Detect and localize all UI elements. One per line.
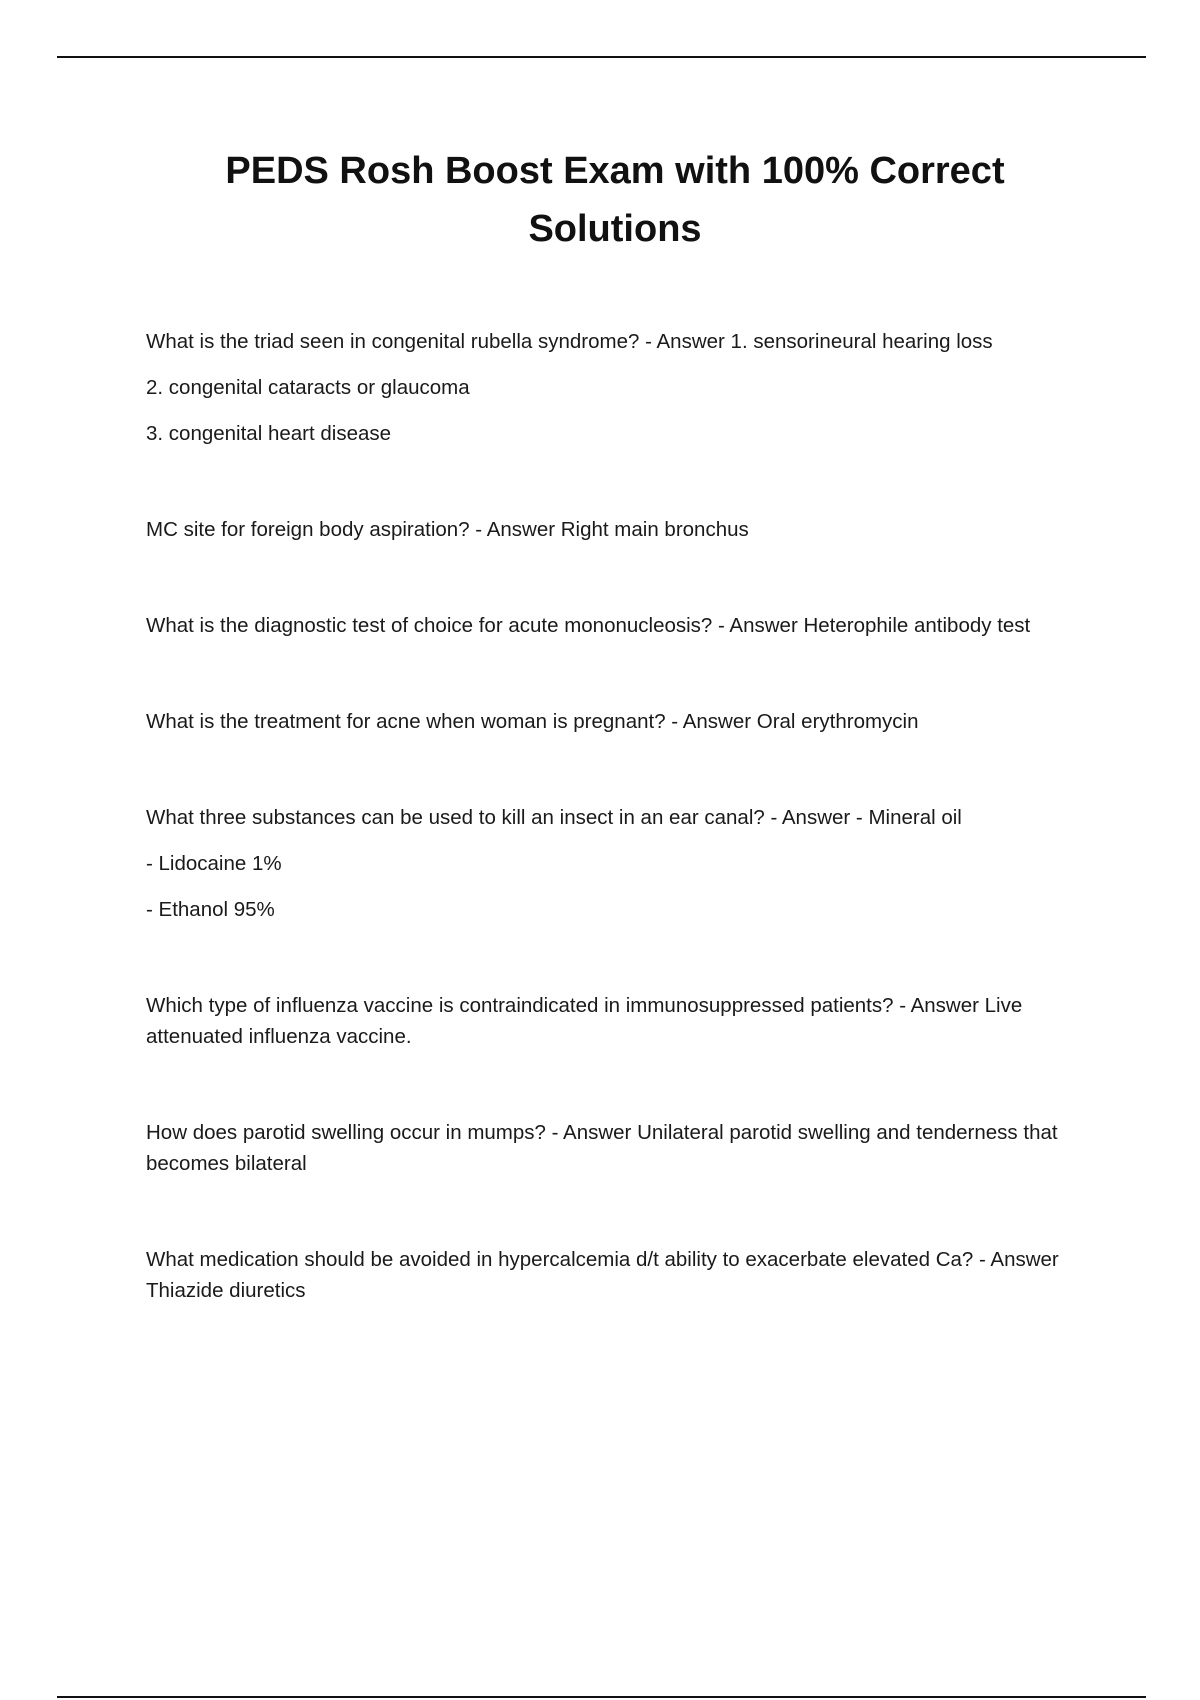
qa-line: How does parotid swelling occur in mumps? - Answer Unilateral parotid swelling and tenderness that becomes bilateral: [146, 1121, 1058, 1175]
qa-item: [146, 990, 1096, 1052]
qa-line: Which type of influenza vaccine is contraindicated in immunosuppressed patients? - Answer Live attenuated influenza vaccine.: [146, 994, 1023, 1048]
qa-line: MC site for foreign body aspiration? - Answer Right main bronchus: [146, 518, 749, 541]
qa-line: What is the triad seen in congenital rubella syndrome? - Answer 1. sensorineural hearing loss: [146, 330, 993, 353]
qa-item: [146, 802, 1096, 925]
qa-item: [146, 706, 1096, 737]
document-title: [150, 142, 1080, 258]
qa-item: [146, 1244, 1096, 1306]
bottom-rule: [57, 1696, 1146, 1698]
qa-line: 3. congenital heart disease: [146, 422, 392, 445]
qa-line: - Lidocaine 1%: [146, 852, 282, 875]
qa-item: [146, 514, 1096, 545]
qa-line: - Ethanol 95%: [146, 898, 275, 921]
qa-line: What is the diagnostic test of choice for acute mononucleosis? - Answer Heterophile antibody test: [146, 614, 1031, 637]
qa-line: What is the treatment for acne when woman is pregnant? - Answer Oral erythromycin: [146, 710, 919, 733]
qa-item: [146, 610, 1096, 641]
qa-line: What medication should be avoided in hypercalcemia d/t ability to exacerbate elevated Ca? - Answer Thiazide diuretics: [146, 1248, 1059, 1302]
title-line-2: Solutions: [528, 208, 702, 250]
qa-line: What three substances can be used to kill an insect in an ear canal? - Answer - Mineral oil: [146, 806, 962, 829]
title-line-1: PEDS Rosh Boost Exam with 100% Correct: [225, 150, 1005, 192]
qa-line: 2. congenital cataracts or glaucoma: [146, 376, 470, 399]
qa-item: [146, 326, 1096, 449]
top-rule: [57, 56, 1146, 58]
qa-list: [146, 326, 1096, 1371]
qa-item: [146, 1117, 1096, 1179]
